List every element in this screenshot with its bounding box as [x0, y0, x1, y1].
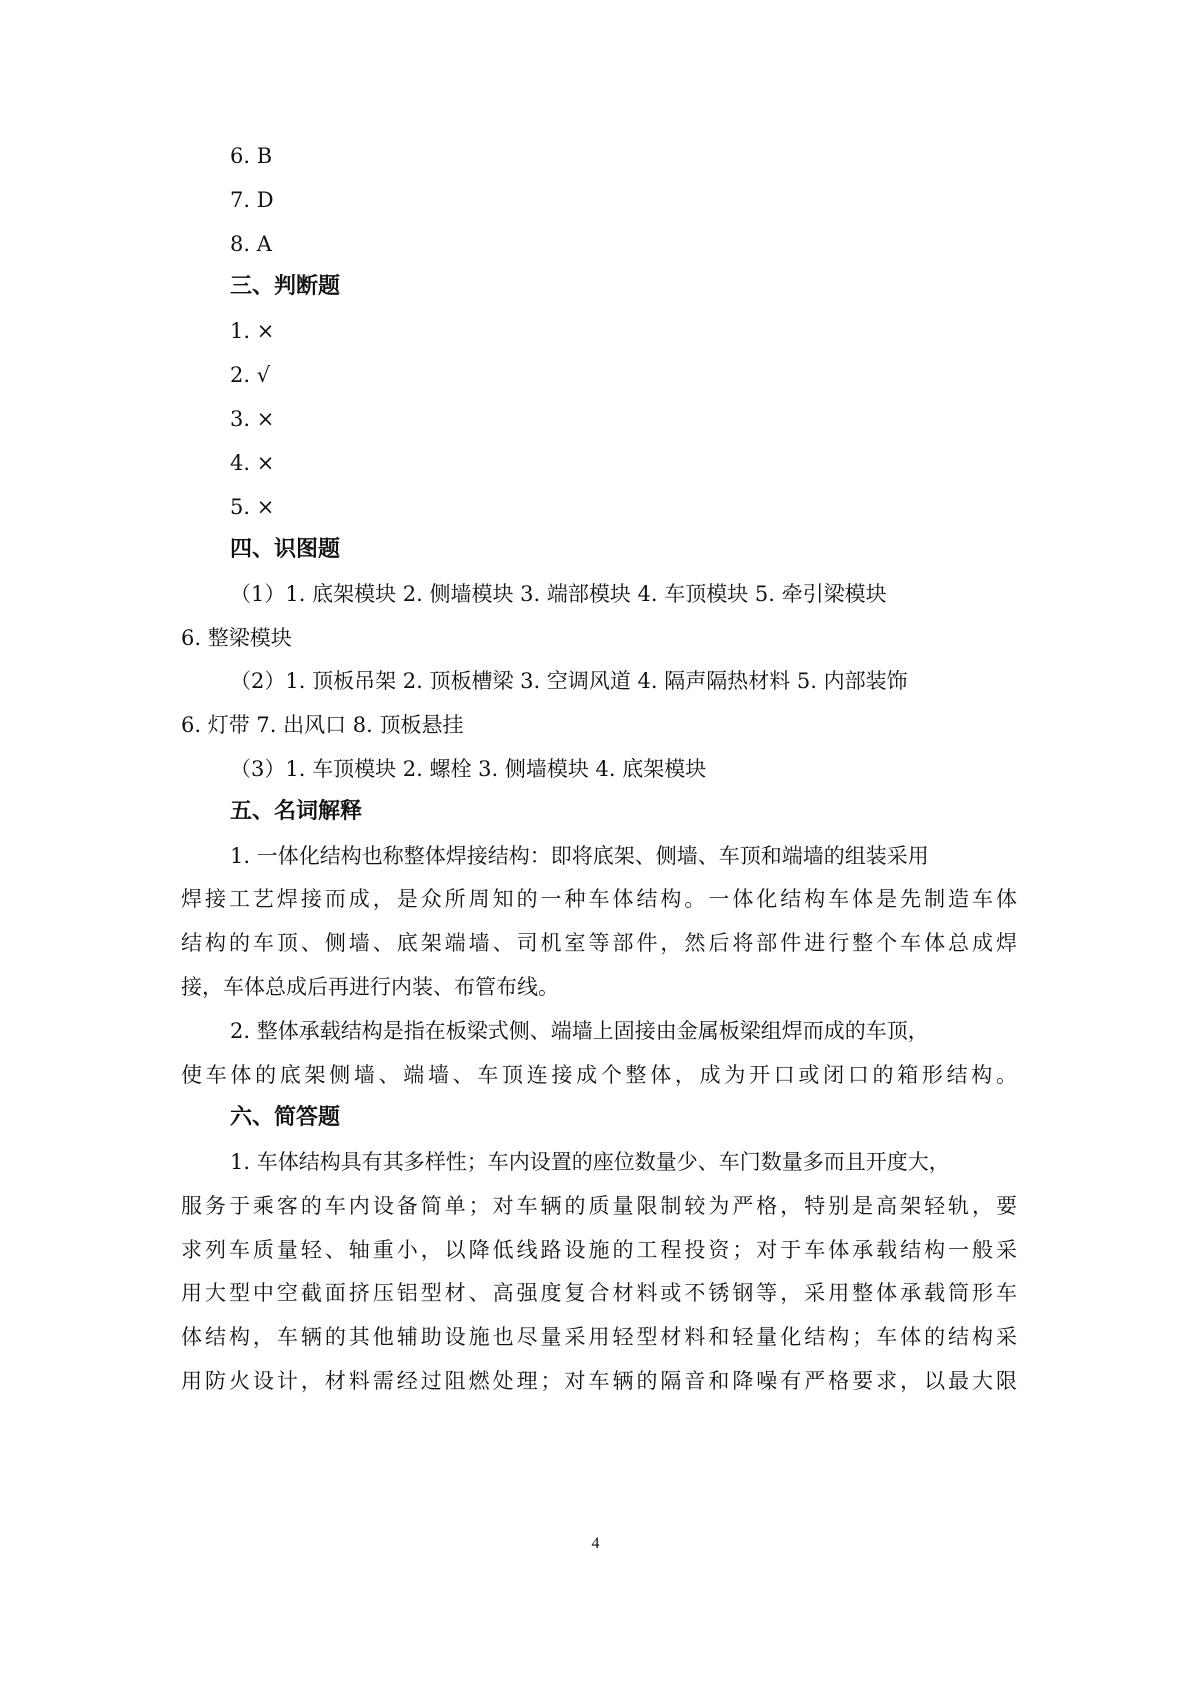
terms-p1-line-3: 结构的车顶、侧墙、底架端墙、司机室等部件，然后将部件进行整个车体总成焊 [181, 931, 1017, 955]
section-heading-terms: 五、名词解释 [230, 799, 363, 824]
short-answer-p1-line-3: 求列车质量轻、轴重小，以降低线路设施的工程投资；对于车体承载结构一般采 [181, 1238, 1017, 1262]
answer-8: 8. A [230, 232, 272, 256]
terms-p2-line-1: 2. 整体承载结构是指在板梁式侧、端墙上固接由金属板梁组焊而成的车顶， [230, 1019, 929, 1043]
short-answer-p1-line-2: 服务于乘客的车内设备简单；对车辆的质量限制较为严格，特别是高架轻轨，要 [181, 1194, 1017, 1218]
section-heading-judgement: 三、判断题 [230, 274, 341, 299]
terms-p1-line-1: 1. 一体化结构也称整体焊接结构：即将底架、侧墙、车顶和端墙的组装采用 [230, 844, 929, 868]
judgement-item-4: 4. × [230, 451, 275, 475]
short-answer-p1-line-5: 体结构，车辆的其他辅助设施也尽量采用轻型材料和轻量化结构；车体的结构采 [181, 1325, 1017, 1349]
diagram-answer-2-line-2: 6. 灯带 7. 出风口 8. 顶板悬挂 [181, 713, 464, 737]
judgement-item-3: 3. × [230, 407, 275, 431]
answer-7: 7. D [230, 188, 274, 212]
diagram-answer-2-line-1: （2）1. 顶板吊架 2. 顶板槽梁 3. 空调风道 4. 隔声隔热材料 5. 内部装饰 [230, 669, 908, 693]
diagram-answer-1-line-1: （1）1. 底架模块 2. 侧墙模块 3. 端部模块 4. 车顶模块 5. 牵引梁模块 [230, 582, 887, 606]
judgement-item-1: 1. × [230, 319, 275, 343]
judgement-item-5: 5. × [230, 495, 275, 519]
answer-6: 6. B [230, 144, 273, 168]
judgement-item-2: 2. √ [230, 363, 271, 387]
section-heading-short-answer: 六、简答题 [230, 1105, 341, 1130]
page-number: 4 [591, 1535, 600, 1552]
section-heading-diagram: 四、识图题 [230, 537, 341, 562]
terms-p1-line-2: 焊接工艺焊接而成，是众所周知的一种车体结构。一体化结构车体是先制造车体 [181, 887, 1017, 911]
diagram-answer-3-line-1: （3）1. 车顶模块 2. 螺栓 3. 侧墙模块 4. 底架模块 [230, 757, 707, 781]
terms-p1-line-4: 接，车体总成后再进行内装、布管布线。 [181, 975, 559, 999]
terms-p2-line-2: 使车体的底架侧墙、端墙、车顶连接成个整体，成为开口或闭口的箱形结构。 [181, 1063, 1017, 1087]
short-answer-p1-line-6: 用防火设计，材料需经过阻燃处理；对车辆的隔音和降噪有严格要求，以最大限 [181, 1369, 1017, 1393]
short-answer-p1-line-4: 用大型中空截面挤压铝型材、高强度复合材料或不锈钢等，采用整体承载筒形车 [181, 1281, 1017, 1305]
short-answer-p1-line-1: 1. 车体结构具有其多样性；车内设置的座位数量少、车门数量多而且开度大， [230, 1150, 950, 1174]
diagram-answer-1-line-2: 6. 整梁模块 [181, 626, 292, 650]
